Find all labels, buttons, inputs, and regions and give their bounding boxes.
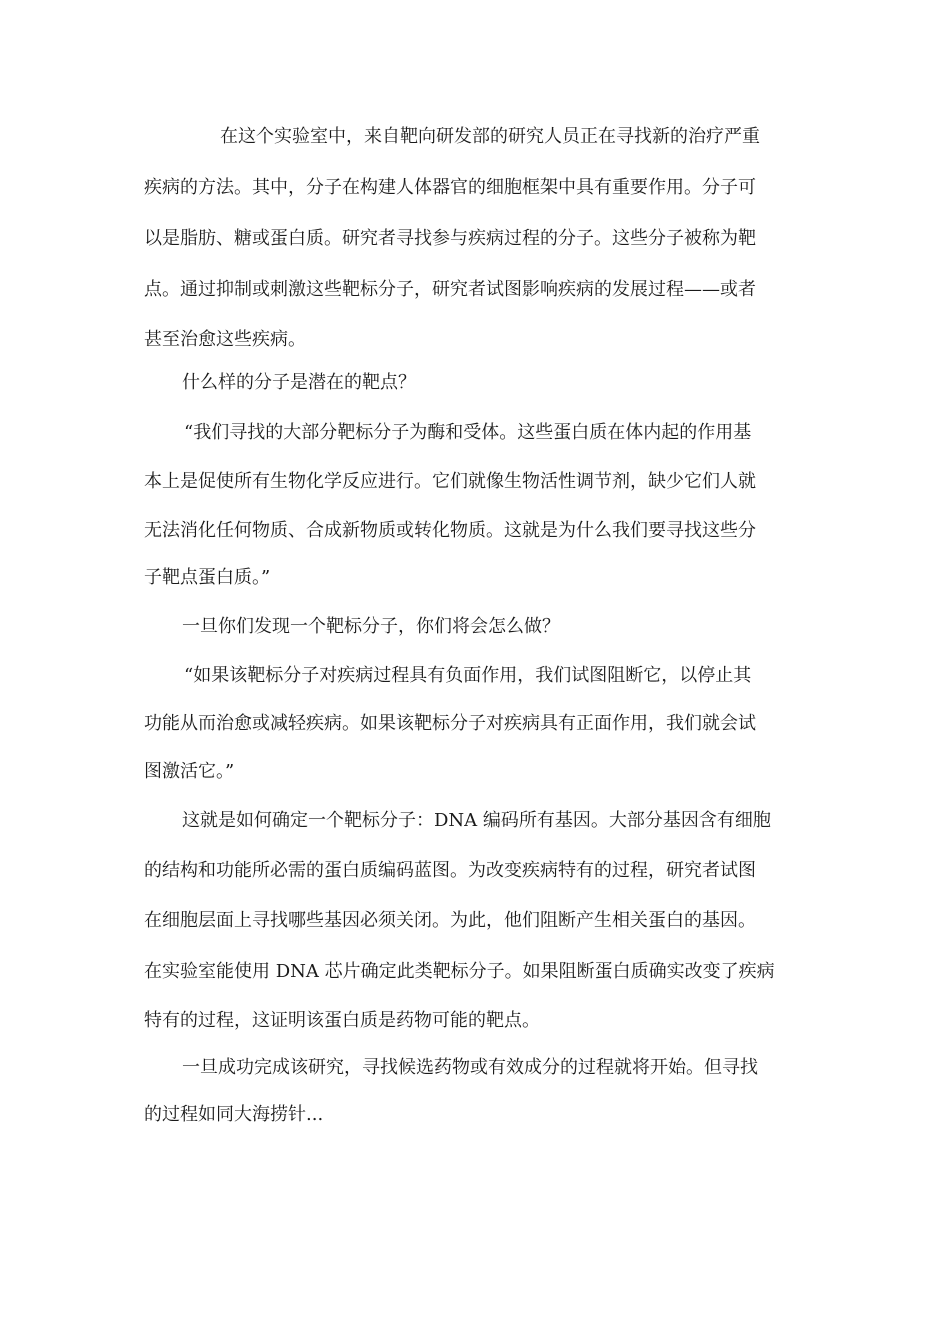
paragraph-2-line-3: 在细胞层面上寻找哪些基因必须关闭。为此，他们阻断产生相关蛋白的基因。: [144, 910, 756, 931]
paragraph-3-line-2: 的过程如同大海捞针...: [144, 1104, 324, 1125]
answer-2-line-2: 功能从而治愈或减轻疾病。如果该靶标分子对疾病具有正面作用，我们就会试: [144, 713, 756, 734]
question-2: 一旦你们发现一个靶标分子，你们将会怎么做？: [182, 616, 560, 637]
paragraph-1-line-3: 以是脂肪、糖或蛋白质。研究者寻找参与疾病过程的分子。这些分子被称为靶: [144, 228, 756, 249]
answer-1-line-4: 子靶点蛋白质。”: [144, 567, 271, 588]
paragraph-1-line-5: 甚至治愈这些疾病。: [144, 329, 306, 350]
answer-1-line-2: 本上是促使所有生物化学反应进行。它们就像生物活性调节剂，缺少它们人就: [144, 471, 756, 492]
paragraph-1-line-2: 疾病的方法。其中，分子在构建人体器官的细胞框架中具有重要作用。分子可: [144, 177, 756, 198]
question-1: 什么样的分子是潜在的靶点？: [182, 372, 416, 393]
paragraph-3-line-1: 一旦成功完成该研究，寻找候选药物或有效成分的过程就将开始。但寻找: [182, 1057, 758, 1078]
paragraph-2-line-1: 这就是如何确定一个靶标分子：DNA 编码所有基因。大部分基因含有细胞: [182, 810, 771, 831]
paragraph-2-line-5: 特有的过程，这证明该蛋白质是药物可能的靶点。: [144, 1010, 540, 1031]
paragraph-1-line-4: 点。通过抑制或刺激这些靶标分子，研究者试图影响疾病的发展过程——或者: [144, 279, 756, 300]
answer-2-line-1: “如果该靶标分子对疾病过程具有负面作用，我们试图阻断它，以停止其: [184, 665, 752, 686]
paragraph-2-line-4: 在实验室能使用 DNA 芯片确定此类靶标分子。如果阻断蛋白质确实改变了疾病: [144, 961, 775, 982]
paragraph-2-line-2: 的结构和功能所必需的蛋白质编码蓝图。为改变疾病特有的过程，研究者试图: [144, 860, 756, 881]
answer-1-line-1: “我们寻找的大部分靶标分子为酶和受体。这些蛋白质在体内起的作用基: [184, 422, 752, 443]
paragraph-1-line-1: 在这个实验室中，来自靶向研发部的研究人员正在寻找新的治疗严重: [220, 126, 760, 147]
answer-1-line-3: 无法消化任何物质、合成新物质或转化物质。这就是为什么我们要寻找这些分: [144, 520, 756, 541]
answer-2-line-3: 图激活它。”: [144, 761, 235, 782]
